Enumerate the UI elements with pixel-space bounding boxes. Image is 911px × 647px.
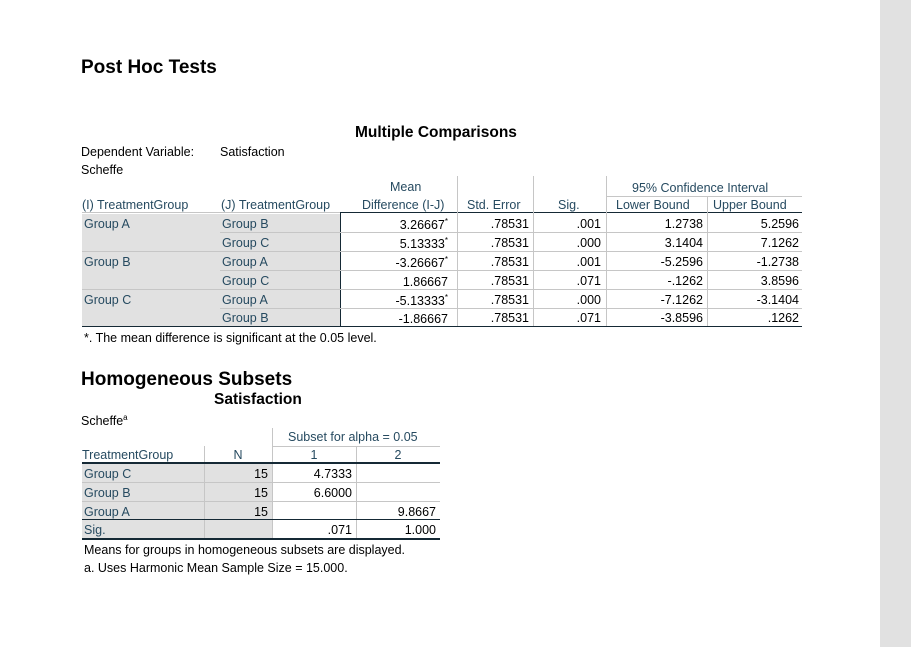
row-i-group: Group B	[84, 255, 131, 269]
lower-bound-cell: -7.1262	[660, 293, 703, 307]
sig-cell: .000	[576, 293, 601, 307]
subsets-note-2: a. Uses Harmonic Mean Sample Size = 15.000.	[84, 561, 348, 575]
header-sig: Sig.	[558, 198, 580, 212]
row-j-group: Group A	[222, 293, 268, 307]
subsets-note-1: Means for groups in homogeneous subsets are displayed.	[84, 543, 406, 557]
subset-row-group: Group A	[84, 505, 130, 519]
subset-sig-label: Sig.	[84, 523, 106, 537]
row-j-group: Group B	[222, 311, 269, 325]
mean-diff-cell: 5.13333*	[399, 236, 448, 252]
sig-cell: .000	[576, 236, 601, 250]
std-error-cell: .78531	[490, 274, 529, 288]
upper-bound-cell: .1262	[767, 311, 799, 325]
upper-bound-cell: 7.1262	[760, 236, 799, 250]
row-rule	[220, 232, 802, 233]
row-rule	[82, 501, 440, 502]
header-mean: Mean	[390, 180, 422, 194]
subset-col-1: 1	[310, 448, 318, 462]
comparisons-title: Multiple Comparisons	[355, 124, 517, 141]
dep-var-label: Dependent Variable:	[81, 145, 195, 159]
subset-row-n: 15	[254, 486, 268, 500]
row-i-group: Group A	[84, 217, 130, 231]
row-rule	[220, 270, 802, 271]
comparisons-footnote: *. The mean difference is significant at the 0.05 level.	[84, 331, 377, 345]
scrollbar[interactable]	[880, 0, 911, 647]
subset-row-group: Group B	[84, 486, 131, 500]
subset-header-rule	[272, 446, 440, 447]
row-rule	[82, 482, 440, 483]
sig-cell: .001	[576, 255, 601, 269]
subset-row-n: 15	[254, 505, 268, 519]
header-rule	[340, 212, 802, 213]
subset-col-group: TreatmentGroup	[82, 448, 174, 462]
std-error-cell: .78531	[490, 293, 529, 307]
std-error-cell: .78531	[490, 311, 529, 325]
row-j-group: Group A	[222, 255, 268, 269]
lower-bound-cell: -5.2596	[660, 255, 703, 269]
subset-sig-s1: .071	[327, 523, 352, 537]
mean-diff-cell: -3.26667*	[395, 255, 448, 271]
subset-col-2: 2	[394, 448, 402, 462]
std-error-cell: .78531	[490, 217, 529, 231]
ci-rule	[606, 196, 802, 197]
row-j-group: Group B	[222, 217, 269, 231]
homogeneous-heading: Homogeneous Subsets	[81, 369, 293, 390]
upper-bound-cell: 3.8596	[760, 274, 799, 288]
row-i-group: Group C	[84, 293, 132, 307]
header-i-group: (I) TreatmentGroup	[82, 198, 189, 212]
row-j-group: Group C	[222, 236, 270, 250]
dep-var-value: Satisfaction	[220, 145, 285, 159]
mean-diff-cell: 1.86667	[402, 275, 448, 290]
upper-bound-cell: 5.2596	[760, 217, 799, 231]
header-rule-left	[82, 212, 340, 213]
header-lower: Lower Bound	[616, 198, 690, 212]
sig-cell: .001	[576, 217, 601, 231]
subset-row-n: 15	[254, 467, 268, 481]
subset-sig-s2: 1.000	[404, 523, 436, 537]
subset-row-s2: 9.8667	[397, 505, 436, 519]
header-std-error: Std. Error	[467, 198, 521, 212]
row-rule	[82, 519, 440, 520]
lower-bound-cell: 1.2738	[664, 217, 703, 231]
header-upper: Upper Bound	[713, 198, 787, 212]
header-mean-diff: Difference (I-J)	[362, 198, 445, 212]
subset-col-line	[272, 428, 273, 538]
std-error-cell: .78531	[490, 255, 529, 269]
comparison-method: Scheffe	[81, 163, 124, 177]
subset-row-group: Group C	[84, 467, 132, 481]
subset-col-n: N	[233, 448, 243, 462]
lower-bound-cell: -.1262	[667, 274, 703, 288]
upper-bound-cell: -3.1404	[756, 293, 799, 307]
lower-bound-cell: -3.8596	[660, 311, 703, 325]
subset-row-s1: 6.6000	[313, 486, 352, 500]
sig-cell: .071	[576, 274, 601, 288]
subset-bottom-rule	[82, 538, 440, 540]
row-rule	[220, 308, 802, 309]
subset-row-s1: 4.7333	[313, 467, 352, 481]
subset-header-bottom-rule	[82, 462, 440, 464]
header-j-group: (J) TreatmentGroup	[221, 198, 331, 212]
lower-bound-cell: 3.1404	[664, 236, 703, 250]
post-hoc-heading: Post Hoc Tests	[81, 57, 217, 78]
mean-diff-cell: -5.13333*	[395, 293, 448, 309]
mean-diff-cell: 3.26667*	[399, 217, 448, 233]
std-error-cell: .78531	[490, 236, 529, 250]
subsets-title: Satisfaction	[214, 391, 302, 408]
subsets-method: Scheffe$^a$	[81, 413, 128, 429]
subset-header: Subset for alpha = 0.05	[288, 430, 418, 444]
header-ci: 95% Confidence Interval	[632, 181, 769, 195]
mean-diff-cell: -1.86667	[398, 312, 448, 327]
sig-cell: .071	[576, 311, 601, 325]
row-j-group: Group C	[222, 274, 270, 288]
upper-bound-cell: -1.2738	[756, 255, 799, 269]
